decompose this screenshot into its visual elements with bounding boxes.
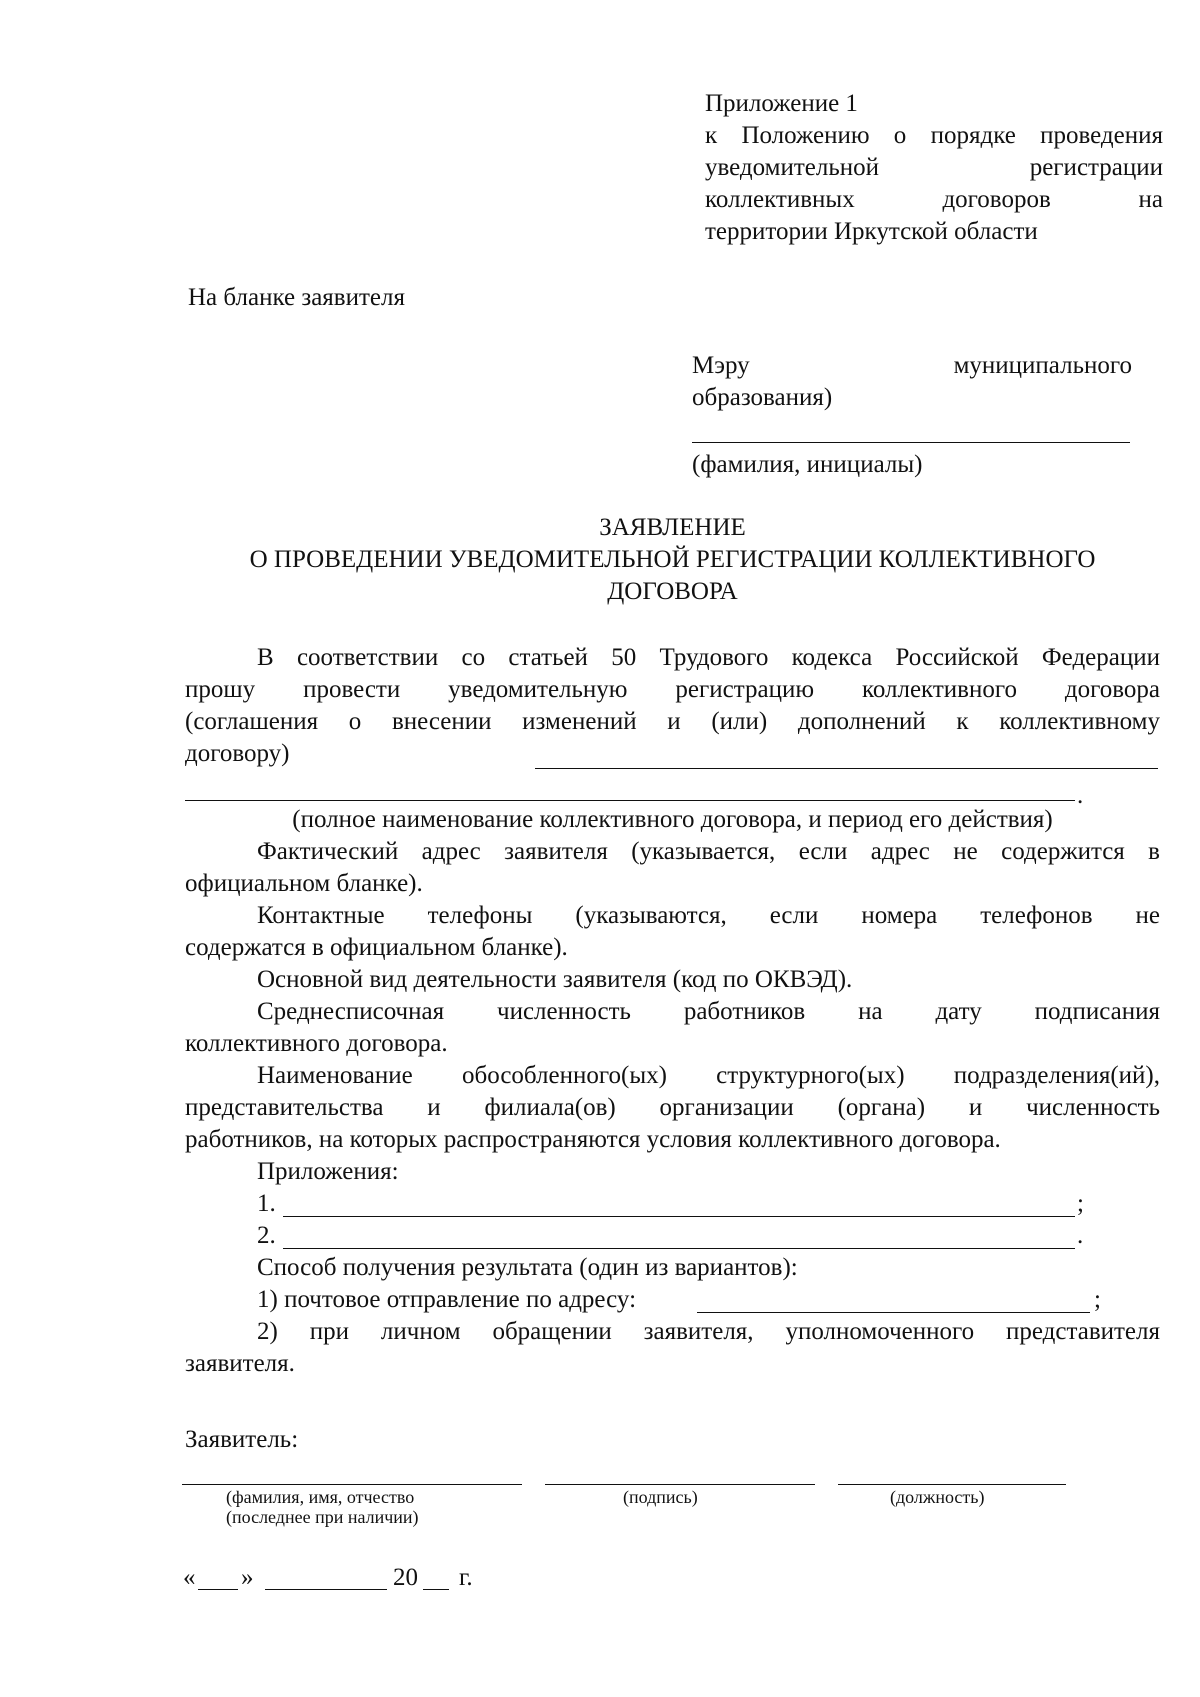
addressee-name-line	[692, 442, 1130, 443]
month-line	[265, 1589, 387, 1590]
letterhead-note: На бланке заявителя	[188, 284, 405, 311]
agreement-name-line	[185, 800, 1075, 801]
text-line: Среднесписочная численность работников на дату подписания	[257, 998, 1160, 1025]
paragraph-request	[185, 642, 1160, 770]
year-prefix: 20	[393, 1564, 418, 1591]
title-line: ЗАЯВЛЕНИЕ	[599, 514, 746, 541]
text-line: коллективного договора.	[185, 1030, 448, 1057]
appendix-ref-line: коллективных договоров на	[705, 186, 1163, 213]
date-open-quote: «	[183, 1564, 196, 1591]
title-line: О ПРОВЕДЕНИИ УВЕДОМИТЕЛЬНОЙ РЕГИСТРАЦИИ КОЛЛЕКТИВНОГО	[249, 546, 1096, 573]
attachment-end: .	[1077, 1222, 1084, 1249]
name-signature-line	[182, 1484, 522, 1485]
text-line: заявителя.	[185, 1350, 295, 1377]
text-line: Контактные телефоны (указываются, если номера телефонов не	[257, 902, 1160, 929]
text-line: договору)	[185, 740, 290, 767]
text-line: официальном бланке).	[185, 870, 423, 897]
method-option-personal	[185, 1316, 1160, 1380]
appendix-ref-line: уведомительной регистрации	[705, 154, 1163, 181]
method-end: ;	[1094, 1286, 1101, 1313]
position-signature-line	[838, 1484, 1066, 1485]
day-line	[198, 1589, 238, 1590]
text-line: работников, на которых распространяются условия коллективного договора.	[185, 1126, 1001, 1153]
attachment-line	[283, 1216, 1075, 1217]
caption-line: (фамилия, имя, отчество	[226, 1487, 415, 1507]
text-line: Фактический адрес заявителя (указывается, если адрес не содержится в	[257, 838, 1160, 865]
appendix-ref-line: территории Иркутской области	[705, 218, 1038, 245]
text-line: Основной вид деятельности заявителя (код по ОКВЭД).	[257, 966, 853, 993]
line-end-dot: .	[1077, 782, 1084, 809]
agreement-caption: (полное наименование коллективного договора, и период его действия)	[292, 806, 1053, 833]
position-caption: (должность)	[890, 1487, 985, 1507]
paragraph-headcount	[185, 996, 1160, 1060]
addressee-line: Мэру муниципального	[692, 352, 1132, 379]
name-caption	[226, 1487, 419, 1527]
paragraph-subdivisions	[185, 1060, 1160, 1156]
sign-caption: (подпись)	[623, 1487, 698, 1507]
addressee-caption: (фамилия, инициалы)	[692, 451, 923, 478]
attachment-number: 2.	[257, 1222, 276, 1249]
text-line: Наименование обособленного(ых) структурного(ых) подразделения(ий),	[257, 1062, 1160, 1089]
paragraph-phones	[185, 900, 1160, 964]
agreement-name-line	[535, 768, 1158, 769]
attachment-end: ;	[1077, 1190, 1084, 1217]
text-line: В соответствии со статьей 50 Трудового кодекса Российской Федерации	[257, 644, 1160, 671]
document-title	[185, 512, 1160, 608]
appendix-number: Приложение 1	[705, 90, 858, 117]
sign-signature-line	[545, 1484, 815, 1485]
year-line	[423, 1589, 449, 1590]
text-line: 2) при личном обращении заявителя, уполномоченного представителя	[257, 1318, 1160, 1345]
method-label: Способ получения результата (один из вариантов):	[257, 1254, 798, 1281]
addressee-line: образования)	[692, 384, 833, 411]
attachment-number: 1.	[257, 1190, 276, 1217]
date-close-quote: »	[241, 1564, 254, 1591]
paragraph-activity	[185, 964, 1160, 996]
text-line: содержатся в официальном бланке).	[185, 934, 568, 961]
method-option: 1) почтовое отправление по адресу:	[257, 1286, 637, 1313]
appendix-ref-line: к Положению о порядке проведения	[705, 122, 1163, 149]
postal-address-line	[697, 1312, 1090, 1313]
attachments-label: Приложения:	[257, 1158, 399, 1185]
text-line: представительства и филиала(ов) организации (органа) и численность	[185, 1094, 1160, 1121]
paragraph-address	[185, 836, 1160, 900]
caption-line: (последнее при наличии)	[226, 1507, 419, 1527]
applicant-label: Заявитель:	[185, 1426, 299, 1453]
text-line: прошу провести уведомительную регистрацию коллективного договора	[185, 676, 1160, 703]
addressee-block	[692, 350, 1132, 414]
attachment-line	[283, 1248, 1075, 1249]
title-line: ДОГОВОРА	[607, 578, 738, 605]
text-line: (соглашения о внесении изменений и (или) дополнений к коллективному	[185, 708, 1160, 735]
appendix-header	[705, 88, 1163, 248]
year-suffix: г.	[459, 1564, 473, 1591]
